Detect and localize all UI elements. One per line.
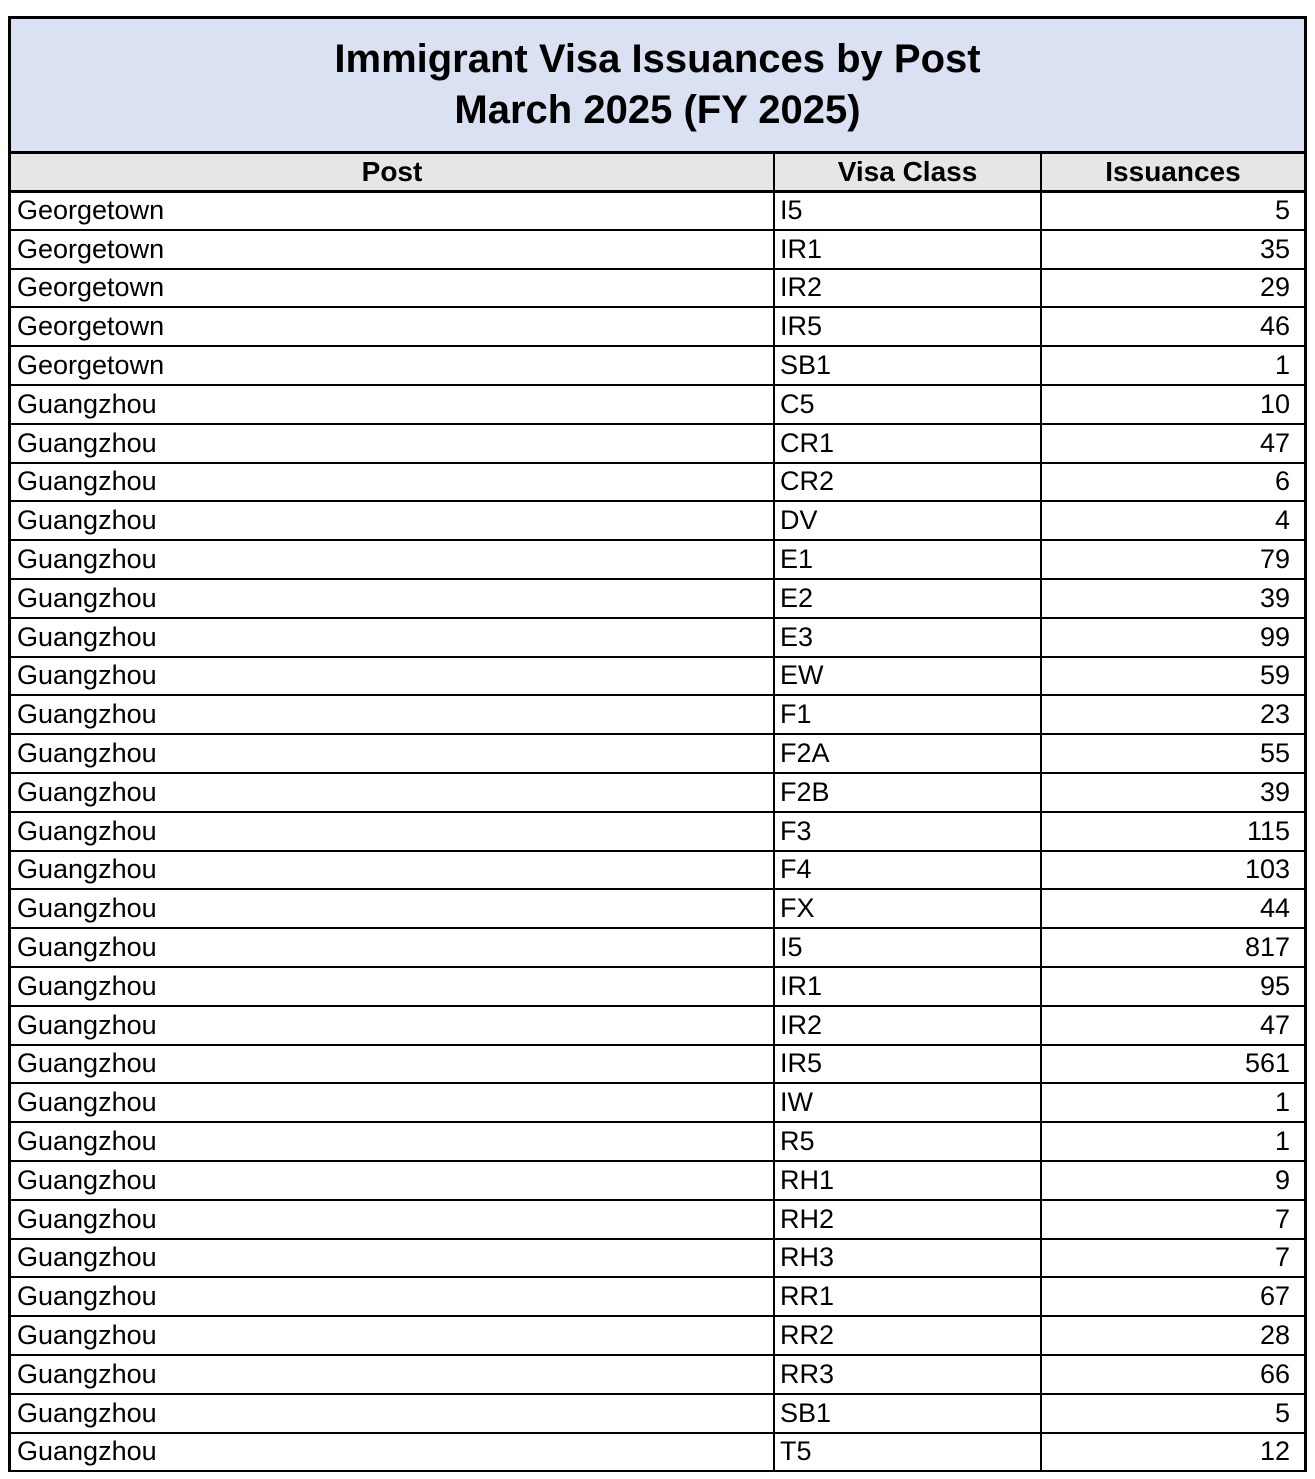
cell-issuances[interactable]: 55 [1041,734,1304,773]
cell-post[interactable]: Guangzhou [11,385,774,424]
cell-post[interactable]: Guangzhou [11,540,774,579]
cell-visa-class[interactable]: F4 [774,851,1041,890]
table-row [11,1394,1304,1433]
cell-issuances[interactable]: 39 [1041,773,1304,812]
column-header-issuances[interactable]: Issuances [1041,154,1304,191]
column-header-visa-class[interactable]: Visa Class [774,154,1041,191]
report-title-line-1: Immigrant Visa Issuances by Post [334,37,981,81]
cell-post[interactable]: Guangzhou [11,1355,774,1394]
cell-issuances[interactable]: 79 [1041,540,1304,579]
cell-post[interactable]: Guangzhou [11,695,774,734]
cell-post[interactable]: Guangzhou [11,928,774,967]
cell-post[interactable]: Guangzhou [11,463,774,502]
table-row [11,618,1304,657]
table-row [11,889,1304,928]
cell-post[interactable]: Guangzhou [11,1277,774,1316]
column-header-post[interactable]: Post [11,154,774,191]
table-row [11,1239,1304,1278]
cell-post[interactable]: Georgetown [11,269,774,308]
cell-post[interactable]: Guangzhou [11,1200,774,1239]
cell-visa-class[interactable]: T5 [774,1433,1041,1472]
table-row [11,1161,1304,1200]
cell-visa-class[interactable]: E2 [774,579,1041,618]
cell-visa-class[interactable]: RR3 [774,1355,1041,1394]
cell-issuances[interactable]: 47 [1041,424,1304,463]
cell-issuances[interactable]: 95 [1041,967,1304,1006]
cell-issuances[interactable]: 44 [1041,889,1304,928]
table-row [11,851,1304,890]
table-row [11,1316,1304,1355]
report-title [11,16,1304,154]
cell-issuances[interactable]: 5 [1041,191,1304,230]
cell-visa-class[interactable]: RR2 [774,1316,1041,1355]
cell-issuances[interactable]: 35 [1041,230,1304,269]
cell-visa-class[interactable]: FX [774,889,1041,928]
cell-visa-class[interactable]: E3 [774,618,1041,657]
cell-issuances[interactable]: 561 [1041,1045,1304,1084]
table-row [11,734,1304,773]
cell-visa-class[interactable]: IR2 [774,269,1041,308]
cell-post[interactable]: Guangzhou [11,1083,774,1122]
cell-visa-class[interactable]: IR1 [774,230,1041,269]
table-row [11,1122,1304,1161]
cell-visa-class[interactable]: I5 [774,191,1041,230]
cell-visa-class[interactable]: F3 [774,812,1041,851]
report-title-line-2: March 2025 (FY 2025) [454,88,861,132]
cell-issuances[interactable]: 39 [1041,579,1304,618]
cell-visa-class[interactable]: SB1 [774,346,1041,385]
table-row [11,579,1304,618]
table-row [11,657,1304,696]
cell-issuances[interactable]: 59 [1041,657,1304,696]
cell-post[interactable]: Guangzhou [11,1161,774,1200]
cell-visa-class[interactable]: R5 [774,1122,1041,1161]
cell-issuances[interactable]: 7 [1041,1239,1304,1278]
cell-post[interactable]: Guangzhou [11,734,774,773]
table-row [11,191,1304,230]
cell-post[interactable]: Guangzhou [11,579,774,618]
table-row [11,230,1304,269]
spreadsheet [8,16,1307,1472]
cell-post[interactable]: Guangzhou [11,812,774,851]
cell-post[interactable]: Guangzhou [11,1239,774,1278]
cell-visa-class[interactable]: RH1 [774,1161,1041,1200]
cell-visa-class[interactable]: F1 [774,695,1041,734]
cell-issuances[interactable]: 7 [1041,1200,1304,1239]
table-row [11,695,1304,734]
table-row [11,1433,1304,1472]
cell-issuances[interactable]: 46 [1041,307,1304,346]
table-row [11,1355,1304,1394]
cell-post[interactable]: Guangzhou [11,1394,774,1433]
cell-issuances[interactable]: 28 [1041,1316,1304,1355]
cell-issuances[interactable]: 817 [1041,928,1304,967]
cell-post[interactable]: Guangzhou [11,1433,774,1472]
cell-post[interactable]: Georgetown [11,230,774,269]
cell-issuances[interactable]: 4 [1041,501,1304,540]
cell-post[interactable]: Guangzhou [11,1045,774,1084]
cell-visa-class[interactable]: DV [774,501,1041,540]
table-row [11,501,1304,540]
cell-issuances[interactable]: 1 [1041,1083,1304,1122]
cell-post[interactable]: Guangzhou [11,1122,774,1161]
table-row [11,346,1304,385]
header-row [11,154,1304,191]
cell-post[interactable]: Georgetown [11,191,774,230]
cell-visa-class[interactable]: I5 [774,928,1041,967]
cell-visa-class[interactable]: CR1 [774,424,1041,463]
cell-visa-class[interactable]: IR5 [774,1045,1041,1084]
cell-issuances[interactable]: 10 [1041,385,1304,424]
table-row [11,1200,1304,1239]
table-row [11,812,1304,851]
cell-visa-class[interactable]: C5 [774,385,1041,424]
table-row [11,269,1304,308]
cell-issuances[interactable]: 67 [1041,1277,1304,1316]
cell-post[interactable]: Guangzhou [11,657,774,696]
cell-visa-class[interactable]: SB1 [774,1394,1041,1433]
table-row [11,463,1304,502]
cell-issuances[interactable]: 47 [1041,1006,1304,1045]
cell-issuances[interactable]: 66 [1041,1355,1304,1394]
table-row [11,1277,1304,1316]
table-row [11,307,1304,346]
cell-visa-class[interactable]: IW [774,1083,1041,1122]
table-row [11,1006,1304,1045]
table-row [11,928,1304,967]
cell-post[interactable]: Guangzhou [11,967,774,1006]
cell-issuances[interactable]: 29 [1041,269,1304,308]
table-row [11,540,1304,579]
table-row [11,1045,1304,1084]
cell-visa-class[interactable]: IR5 [774,307,1041,346]
cell-post[interactable]: Guangzhou [11,1006,774,1045]
cell-visa-class[interactable]: F2B [774,773,1041,812]
cell-issuances[interactable]: 103 [1041,851,1304,890]
cell-visa-class[interactable]: RH2 [774,1200,1041,1239]
table-row [11,385,1304,424]
cell-issuances[interactable]: 1 [1041,1122,1304,1161]
cell-issuances[interactable]: 5 [1041,1394,1304,1433]
cell-visa-class[interactable]: RH3 [774,1239,1041,1278]
cell-issuances[interactable]: 9 [1041,1161,1304,1200]
cell-post[interactable]: Guangzhou [11,618,774,657]
cell-issuances[interactable]: 12 [1041,1433,1304,1472]
table-row [11,967,1304,1006]
cell-issuances[interactable]: 6 [1041,463,1304,502]
cell-post[interactable]: Georgetown [11,307,774,346]
cell-visa-class[interactable]: CR2 [774,463,1041,502]
table-row [11,773,1304,812]
cell-issuances[interactable]: 1 [1041,346,1304,385]
cell-post[interactable]: Georgetown [11,346,774,385]
cell-issuances[interactable]: 99 [1041,618,1304,657]
cell-post[interactable]: Guangzhou [11,424,774,463]
table-row [11,424,1304,463]
cell-visa-class[interactable]: IR1 [774,967,1041,1006]
cell-post[interactable]: Guangzhou [11,851,774,890]
cell-post[interactable]: Guangzhou [11,501,774,540]
cell-visa-class[interactable]: RR1 [774,1277,1041,1316]
cell-visa-class[interactable]: IR2 [774,1006,1041,1045]
cell-post[interactable]: Guangzhou [11,1316,774,1355]
cell-post[interactable]: Guangzhou [11,773,774,812]
issuance-table [11,154,1304,1472]
cell-visa-class[interactable]: F2A [774,734,1041,773]
cell-issuances[interactable]: 23 [1041,695,1304,734]
cell-visa-class[interactable]: EW [774,657,1041,696]
cell-post[interactable]: Guangzhou [11,889,774,928]
table-row [11,1083,1304,1122]
cell-issuances[interactable]: 115 [1041,812,1304,851]
cell-visa-class[interactable]: E1 [774,540,1041,579]
